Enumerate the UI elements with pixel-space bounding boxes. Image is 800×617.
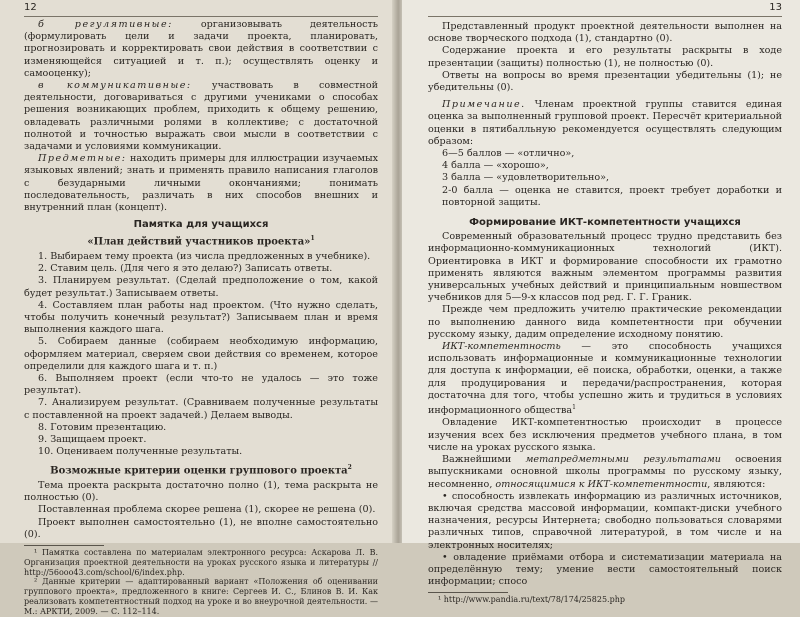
intro-subject: Предметные: находить примеры для иллюстрации изучаемых языковых явлений; знать и применять правило написания глаголов с безударными личными окончаниями; понимать последовательность, различать в них способов внешних и внутренний план (концепт). [24, 153, 378, 214]
list-item: 10. Оцениваем полученные результаты. [38, 446, 243, 458]
footnote: ¹ Памятка составлена по материалам электронного ресурса: Аскарова Л. В. Организация проектной деятельности на уроках русского языка и литературы // http://56ooo43.com/school/6/index.php. [24, 547, 378, 577]
list-item: 6. Выполняем проект (если что-то не удалось — это тоже результат). [24, 373, 378, 397]
list-item: 5. Собираем данные (собираем необходимую информацию, оформляем материал, сверяем свои действия со временем, которое определили для каждого шага и т. п.) [24, 336, 378, 372]
criteria-list [24, 480, 378, 541]
note: Примечание. Членам проектной группы ставится единая оценка за выполненный групповой проект. Пересчёт критериальной оценки в пятибалльную рекомендуется осуществлять следующим образом: [428, 99, 782, 147]
paragraph: Овладение ИКТ-компетентностью происходит в процессе изучения всех без исключения предметов учебного плана, в том числе на уроках русского языка. [428, 417, 782, 453]
list-item: 7. Анализируем результат. (Сравниваем полученные результаты с поставленной на проект задачей.) Делаем выводы. [24, 397, 378, 421]
bullet-item: • овладение приёмами отбора и систематизации материала на определённую тему; умение вести самостоятельный поиск информации; спосо [428, 551, 782, 588]
grade-list [428, 148, 782, 209]
grade-item: 4 балла — «хорошо», [442, 160, 549, 172]
list-item: Проект выполнен самостоятельно (1), не вполне самостоятельно (0). [24, 516, 378, 540]
memo-heading: Памятка для учащихся [133, 219, 269, 231]
paragraph: ИКТ-компетентность — это способность учащихся использовать информационные и коммуникационные технологии для доступа к информации, её поиска, обработки, оценки, а также для продуцирования и передачи/распространения, которая достаточна для того, чтобы успешно жить и трудиться в условиях информационного общества$^1$ [428, 341, 782, 417]
grade-item: 6—5 баллов — «отлично», [442, 148, 575, 160]
footnote-link[interactable]: ¹ http://www.pandia.ru/text/78/174/25825.php [438, 595, 625, 605]
list-item: 2. Ставим цель. (Для чего я это делаю?) Записать ответы. [38, 263, 333, 275]
criteria-item: Содержание проекта и его результаты раскрыты в ходе презентации (защиты) полностью (1), не полностью (0). [428, 45, 782, 69]
list-item: 9. Защищаем проект. [38, 434, 147, 446]
list-item: 8. Готовим презентацию. [38, 421, 167, 433]
list-item: 4. Составляем план работы над проектом. (Что нужно сделать, чтобы получить конечный результат?) Записываем план и время выполнения каждого шага. [24, 299, 378, 336]
list-item: 1. Выбираем тему проекта (из числа предложенных в учебнике). [38, 250, 371, 262]
list-item: Поставленная проблема скорее решена (1), скорее не решена (0). [38, 504, 376, 516]
bullet-item: • способность извлекать информацию из различных источников, включая средства массовой информации, компакт-диски учебного назначения, ресурсы Интернета; свободно пользоваться словарями различных типов, справочной литературой, в том числе и на электронных носителях; [428, 490, 782, 551]
list-item: Тема проекта раскрыта достаточно полно (1), тема раскрыта не полностью (0). [24, 479, 378, 504]
grade-item: 2-0 балла — оценка не ставится, проект требует доработки и повторной защиты. [442, 184, 782, 208]
criteria-heading: Возможные критерии оценки группового проекта$^2$ [50, 464, 352, 477]
intro-communicative: в коммуникативные: участвовать в совместной деятельности, договариваться с другими учениками о способах решения возникающих проблем, приходить к общему решению, овладевать различными ролями в коллективе; с достаточной полнотой и точностью выражать свои мысли в соответствии с задачами и условиями коммуникации. [24, 80, 378, 153]
right-page [402, 0, 800, 605]
intro-block [24, 19, 378, 214]
footnote-divider [24, 545, 104, 546]
intro-regulative: б регулятивные: организовывать деятельность (формулировать цели и задачи проекта, планировать, прогнозировать и корректировать свои действия в соответствии с изменяющейся ситуацией и т. п.); осуществлять оценку и самооценку); [24, 19, 378, 79]
section-heading: Формирование ИКТ-компетентности учащихся [469, 217, 741, 229]
memo-subheading: «План действий участников проекта»$^1$ [87, 235, 315, 248]
criteria-item: Представленный продукт проектной деятельности выполнен на основе творческого подхода (1), стандартно (0). [428, 21, 782, 45]
page-number-left: 12 [24, 2, 378, 17]
paragraph: Важнейшими метапредметными результатами освоения выпускниками основной школы программы по русскому языку, несомненно, относящимися к ИКТ-компетентности, являются: [428, 454, 782, 490]
list-item: 3. Планируем результат. (Сделай предположение о том, какой будет результат.) Записываем ответы. [24, 275, 378, 299]
page-number-right: 13 [428, 2, 782, 17]
left-page [0, 0, 398, 616]
paragraph: Прежде чем предложить учителю практические рекомендации по выполнению данного вида компетентности при обучении русскому языку, дадим определение исходному понятию. [428, 304, 782, 340]
paragraph: Современный образовательный процесс трудно представить без информационно-коммуникационных технологий (ИКТ). Ориентировка в ИКТ и формирование способности их грамотно применять являются важным элементом программы развития универсальных учебных действий и принципиальным новшеством учебников для 5—9-х классов под ред. Г. Г. Граник. [428, 231, 782, 304]
criteria-item: Ответы на вопросы во время презентации убедительны (1); не убедительны (0). [428, 69, 782, 94]
footnote: ² Данные критерии — адаптированный вариант «Положения об оценивании группового проекта», предложенного в книге: Сергеев И. С., Блинов В. И. Как реализовать компетентностный подход на уроке и во внеурочной деятельности. — М.: АРКТИ, 2009. — С. 112–114. [24, 577, 378, 616]
grade-item: 3 балла — «удовлетворительно», [442, 172, 610, 184]
footnote-divider [428, 592, 508, 593]
memo-list [24, 251, 378, 458]
